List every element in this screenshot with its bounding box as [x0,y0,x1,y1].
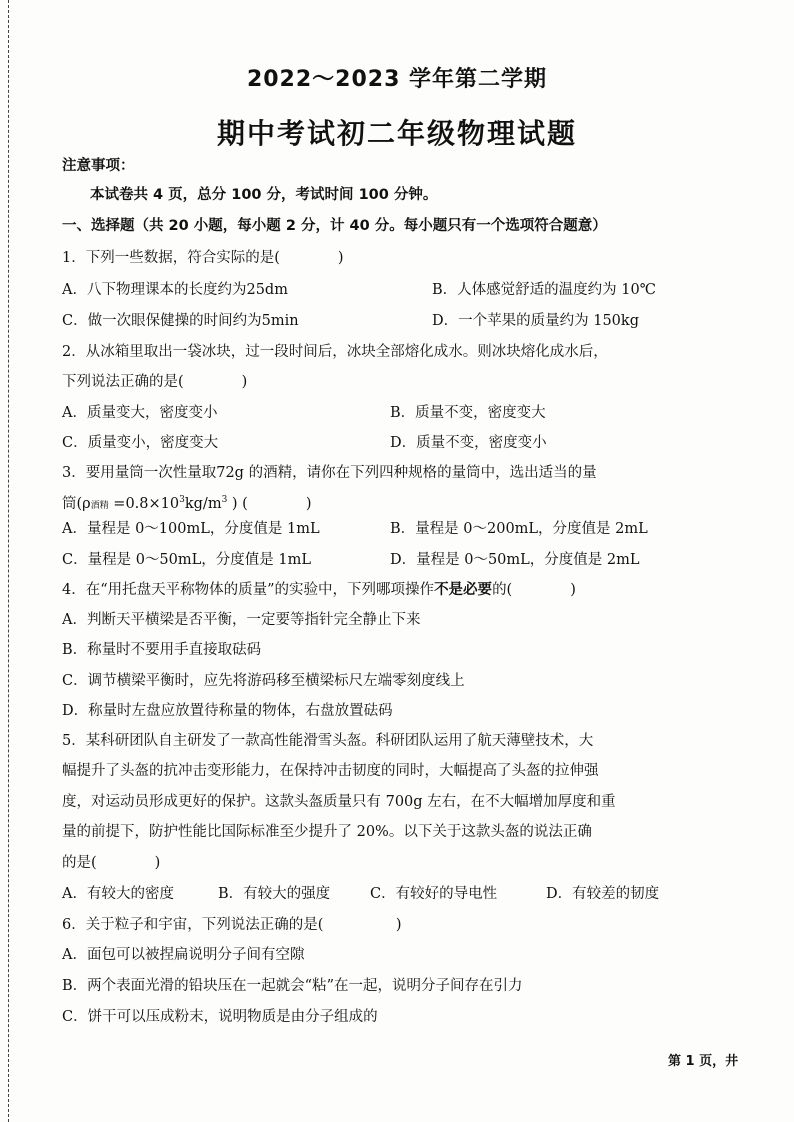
q2-option-c: C．质量变小，密度变大 [62,435,219,451]
exam-subject-title: 期中考试初二年级物理试题 [216,117,577,150]
q3-option-b: B．量程是 0～200mL，分度值是 2mL [390,521,648,537]
q3-option-d: D．量程是 0～50mL，分度值是 2mL [390,552,640,568]
q6-option-a: A．面包可以被捏扁说明分子间有空隙 [62,947,305,963]
question-3-stem-line1: 3．要用量筒一次性量取72g 的酒精，请你在下列四种规格的量筒中，选出适当的量 [62,465,597,481]
question-2-stem-line2: 下列说法正确的是( ) [62,374,248,390]
q6-option-b: B．两个表面光滑的铅块压在一起就会“粘”在一起，说明分子间存在引力 [62,978,523,994]
question-5-line3: 度，对运动员形成更好的保护。这款头盔质量只有 700g 左右，在不大幅增加厚度和重 [62,794,616,810]
q4-option-a: A．判断天平横梁是否平衡，一定要等指针完全静止下来 [62,612,421,628]
notice-heading: 注意事项： [62,158,135,174]
q3-option-a: A．量程是 0～100mL，分度值是 1mL [62,521,320,537]
section-heading: 一、选择题（共 20 小题，每小题 2 分，计 40 分。每小题只有一个选项符合题意） [62,218,607,234]
binding-dashed-line [8,0,9,1122]
question-5-line4: 量的前提下，防护性能比国际标准至少提升了 20%。以下关于这款头盔的说法正确 [62,824,592,840]
question-5-line5: 的是( ) [62,855,161,871]
q5-option-d: D．有较差的韧度 [546,886,660,902]
exam-term-title: 2022～2023 学年第二学期 [246,67,548,92]
q5-option-a: A．有较大的密度 [62,886,174,902]
q1-option-a: A．八下物理课本的长度约为25dm [62,282,288,298]
q2-option-d: D．质量不变，密度变小 [390,435,547,451]
q1-option-c: C．做一次眼保健操的时间约为5min [62,313,299,329]
q2-option-a: A．质量变大，密度变小 [62,405,218,421]
q6-option-c: C．饼干可以压成粉末，说明物质是由分子组成的 [62,1009,378,1025]
question-4-stem: 4．在“用托盘天平称物体的质量”的实验中，下列哪项操作不是必要的( ) [62,582,576,598]
q4-option-c: C．调节横梁平衡时，应先将游码移至横梁标尺左端零刻度线上 [62,673,465,689]
q1-option-d: D．一个苹果的质量约为 150kg [432,313,639,329]
question-3-stem-line2: 筒(ρ酒精 $=0.8\times 10^3kg/m^3$ ) ( ) [62,495,312,512]
question-5-line2: 幅提升了头盔的抗冲击变形能力，在保持冲击韧度的同时，大幅提高了头盔的拉伸强 [62,763,599,779]
question-1-stem: 1．下列一些数据，符合实际的是( ) [62,250,344,266]
question-2-stem-line1: 2．从冰箱里取出一袋冰块，过一段时间后，冰块全部熔化成水。则冰块熔化成水后， [62,344,608,360]
q4-option-d: D．称量时左盘应放置待称量的物体，右盘放置砝码 [62,703,393,719]
question-6-stem: 6．关于粒子和宇宙，下列说法正确的是( ) [62,917,402,933]
page-number: 第 1 页，井 [668,1054,739,1069]
notice-text: 本试卷共 4 页，总分 100 分，考试时间 100 分钟。 [90,187,438,203]
q5-option-b: B．有较大的强度 [218,886,331,902]
question-5-line1: 5．某科研团队自主研发了一款高性能滑雪头盔。科研团队运用了航天薄壁技术，大 [62,733,594,749]
q3-option-c: C．量程是 0～50mL，分度值是 1mL [62,552,311,568]
q5-option-c: C．有较好的导电性 [370,886,498,902]
q4-option-b: B．称量时不要用手直接取砝码 [62,642,262,658]
q2-option-b: B．质量不变，密度变大 [390,405,546,421]
q1-option-b: B．人体感觉舒适的温度约为 10℃ [432,282,656,298]
